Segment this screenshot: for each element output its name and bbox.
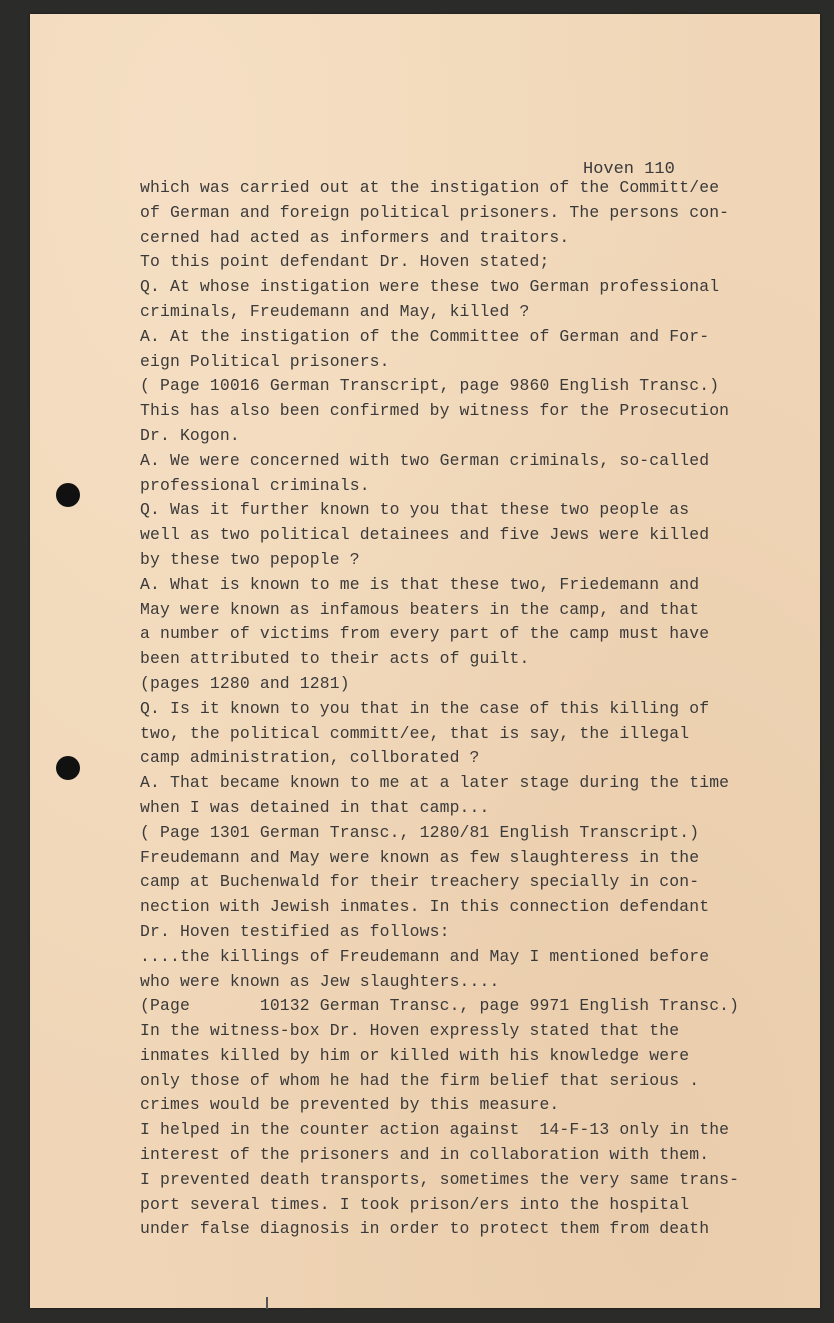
text-line: Freudemann and May were known as few slaughteress in the bbox=[140, 847, 700, 867]
text-line: I prevented death transports, sometimes the very same trans- bbox=[140, 1169, 740, 1189]
text-line: criminals, Freudemann and May, killed ? bbox=[140, 301, 530, 321]
text-line: interest of the prisoners and in collaboration with them. bbox=[140, 1145, 710, 1165]
text-line: by these two pepople ? bbox=[140, 549, 360, 569]
page-number-label: Hoven 110 bbox=[583, 160, 675, 179]
text-line: A. We were concerned with two German criminals, so-called bbox=[140, 450, 710, 470]
text-line: Q. At whose instigation were these two German professional bbox=[140, 277, 720, 297]
text-line: To this point defendant Dr. Hoven stated; bbox=[140, 252, 550, 272]
text-line: Q. Was it further known to you that these two people as bbox=[140, 500, 690, 520]
text-line: cerned had acted as informers and traitors. bbox=[140, 227, 570, 247]
text-line: eign Political prisoners. bbox=[140, 351, 390, 371]
text-line: when I was detained in that camp... bbox=[140, 797, 490, 817]
text-line: A. What is known to me is that these two, Friedemann and bbox=[140, 574, 700, 594]
text-line: professional criminals. bbox=[140, 475, 370, 495]
text-line: In the witness-box Dr. Hoven expressly stated that the bbox=[140, 1021, 680, 1041]
punch-hole bbox=[56, 483, 80, 507]
text-line: ....the killings of Freudemann and May I mentioned before bbox=[140, 946, 710, 966]
text-line: This has also been confirmed by witness for the Prosecution bbox=[140, 401, 730, 421]
punch-hole bbox=[56, 756, 80, 780]
text-line: camp at Buchenwald for their treachery specially in con- bbox=[140, 872, 700, 892]
text-line: well as two political detainees and five Jews were killed bbox=[140, 525, 710, 545]
text-line: (Page 10132 German Transc., page 9971 English Transc.) bbox=[140, 996, 740, 1016]
margin-mark bbox=[266, 1297, 268, 1309]
text-line: nection with Jewish inmates. In this connection defendant bbox=[140, 897, 710, 917]
text-line: port several times. I took prison/ers into the hospital bbox=[140, 1194, 690, 1214]
text-line: Q. Is it known to you that in the case of this killing of bbox=[140, 698, 710, 718]
text-line: A. At the instigation of the Committee of German and For- bbox=[140, 326, 710, 346]
text-line: Dr. Hoven testified as follows: bbox=[140, 921, 450, 941]
text-line: (pages 1280 and 1281) bbox=[140, 673, 350, 693]
text-line: ( Page 1301 German Transc., 1280/81 English Transcript.) bbox=[140, 822, 700, 842]
text-line: two, the political committ/ee, that is say, the illegal bbox=[140, 723, 690, 743]
text-line: inmates killed by him or killed with his knowledge were bbox=[140, 1045, 690, 1065]
text-line: a number of victims from every part of the camp must have bbox=[140, 624, 710, 644]
text-line: ( Page 10016 German Transcript, page 9860 English Transc.) bbox=[140, 376, 720, 396]
text-line: under false diagnosis in order to protect them from death bbox=[140, 1219, 710, 1239]
text-line: crimes would be prevented by this measure. bbox=[140, 1095, 560, 1115]
text-line: May were known as infamous beaters in the camp, and that bbox=[140, 599, 700, 619]
text-line: A. That became known to me at a later stage during the time bbox=[140, 773, 730, 793]
text-line: which was carried out at the instigation of the Committ/ee bbox=[140, 178, 720, 197]
document-body bbox=[140, 176, 820, 1242]
document-page bbox=[30, 14, 820, 1308]
text-line: I helped in the counter action against 14-F-13 only in the bbox=[140, 1120, 730, 1140]
text-line: only those of whom he had the firm belief that serious . bbox=[140, 1070, 700, 1090]
text-line: camp administration, collborated ? bbox=[140, 748, 480, 768]
text-line: who were known as Jew slaughters.... bbox=[140, 971, 500, 991]
text-line: of German and foreign political prisoners. The persons con- bbox=[140, 202, 730, 222]
text-line: been attributed to their acts of guilt. bbox=[140, 649, 530, 669]
text-line: Dr. Kogon. bbox=[140, 425, 240, 445]
